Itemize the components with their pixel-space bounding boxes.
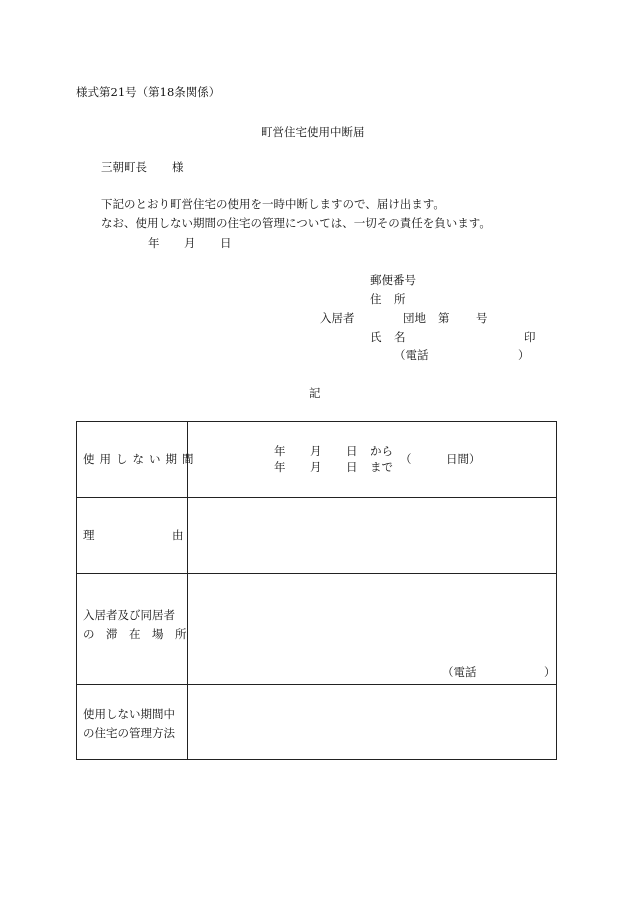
period-from-month: 月: [310, 444, 322, 458]
details-table: [76, 421, 557, 760]
management-value-cell[interactable]: [188, 685, 557, 760]
danchi-label: 団地: [403, 311, 426, 325]
body-text-line-2: なお、使用しない期間の住宅の管理については、一切その責任を負います。: [101, 216, 491, 230]
go-label: 号: [476, 311, 488, 325]
addressee: 三朝町長: [101, 160, 147, 174]
form-number: 様式第21号（第18条関係）: [76, 85, 221, 99]
table-row: [77, 685, 557, 760]
stay-location-label-1: 入居者及び同居者: [83, 608, 175, 622]
stay-location-label-2: の 滞 在 場 所: [83, 627, 187, 641]
seal-mark: 印: [524, 330, 536, 344]
stay-location-value-cell[interactable]: [188, 574, 557, 685]
address-label-2: 所: [394, 292, 406, 306]
management-label-2: の住宅の管理方法: [83, 726, 175, 740]
management-label-1: 使用しない期間中: [83, 707, 175, 721]
body-text-line-1: 下記のとおり町営住宅の使用を一時中断しますので、届け出ます。: [101, 197, 445, 211]
applicant-phone-close: ）: [518, 348, 530, 362]
period-days-label: 日間）: [446, 452, 481, 466]
reason-value-cell[interactable]: [188, 498, 557, 574]
applicant-phone-open: （電話: [394, 348, 429, 362]
table-row: [77, 422, 557, 498]
period-days-open: （: [400, 452, 412, 466]
period-until-label: まで: [370, 460, 393, 474]
reason-label-1: 理: [83, 528, 95, 542]
stay-location-label-cell: [77, 574, 188, 685]
date-month: 月: [184, 236, 196, 250]
date-day: 日: [220, 236, 232, 250]
table-row: [77, 498, 557, 574]
period-label: 使用しない期間: [83, 452, 199, 466]
address-label-1: 住: [370, 292, 382, 306]
stay-phone-open: （電話: [442, 665, 477, 679]
resident-label: 入居者: [320, 311, 355, 325]
period-until-day: 日: [346, 460, 358, 474]
date-year: 年: [148, 236, 160, 250]
period-from-label: から: [370, 444, 393, 458]
ki-heading: 記: [309, 386, 321, 400]
stay-phone-close: ）: [544, 665, 556, 679]
management-label-cell: [77, 685, 188, 760]
reason-label-cell: [77, 498, 188, 574]
addressee-honorific: 様: [172, 160, 184, 174]
postal-code-label: 郵便番号: [370, 273, 416, 287]
period-label-cell: [77, 422, 199, 498]
period-until-year: 年: [274, 460, 286, 474]
name-label-2: 名: [394, 330, 406, 344]
name-label-1: 氏: [370, 330, 382, 344]
period-until-month: 月: [310, 460, 322, 474]
period-value-cell[interactable]: [188, 422, 557, 498]
dai-label: 第: [438, 311, 450, 325]
form-title: 町営住宅使用中断届: [261, 125, 365, 139]
table-row: [77, 574, 557, 685]
period-from-day: 日: [346, 444, 358, 458]
period-from-year: 年: [274, 444, 286, 458]
reason-label-2: 由: [172, 528, 184, 542]
